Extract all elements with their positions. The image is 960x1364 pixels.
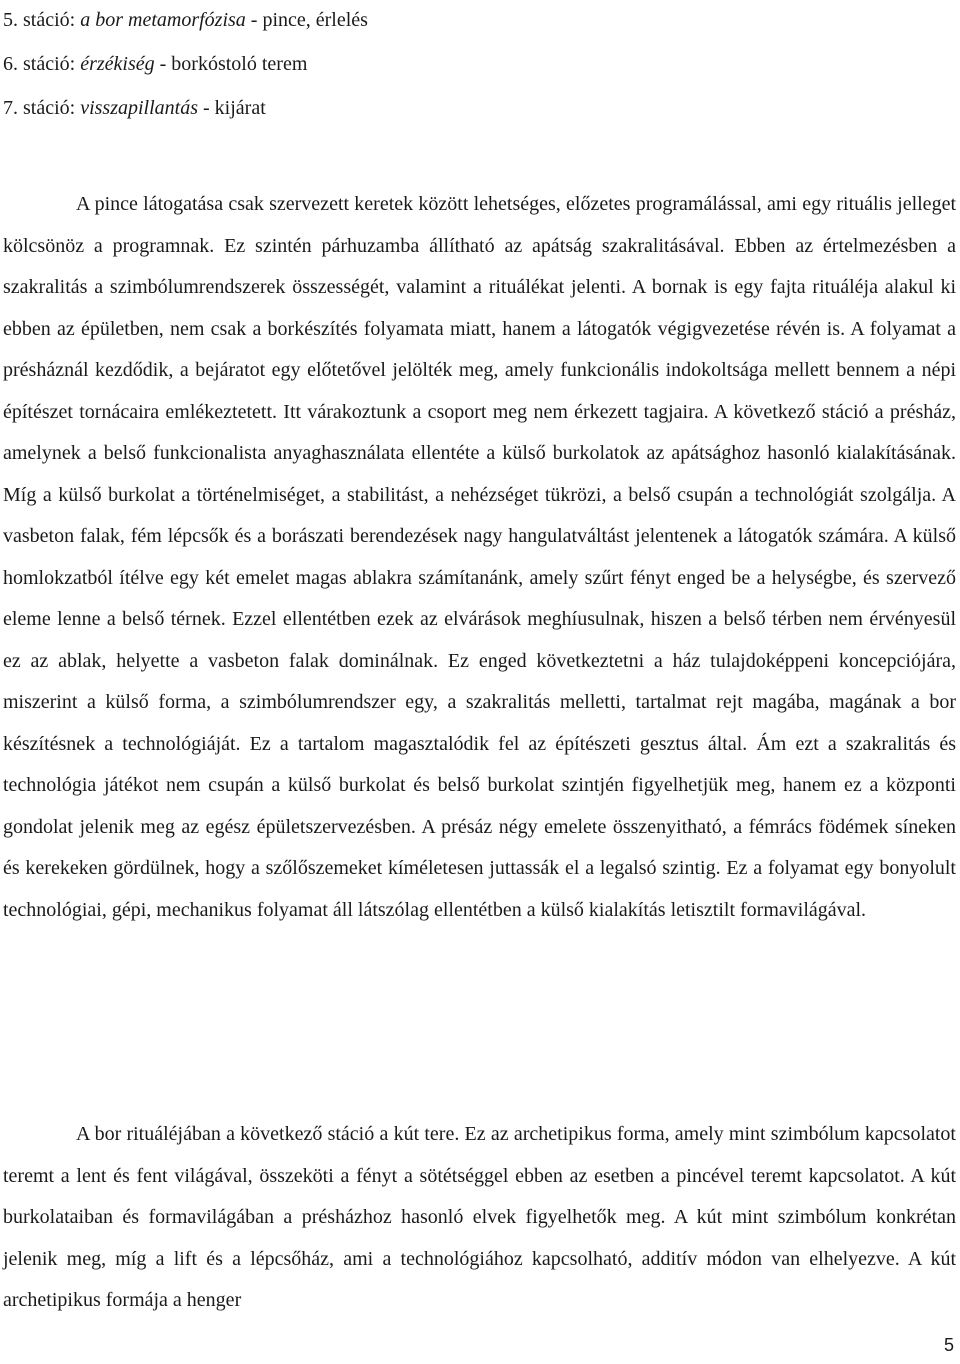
body-paragraph-kut: A bor rituáléjában a következő stáció a kút tere. Ez az archetipikus forma, amely mint szimbólum kapcsolatot teremt a lent és fent világával, összeköti a fényt a sötétséggel ebben az esetben a pincével teremt kapcsolatot. A kút burkolataiban és formavilágában a présházhoz hasonló elvek figyelhetők meg. A kút mint szimbólum konkrétan jelenik meg, míg a lift és a lépcsőház, ami a technológiához kapcsolható, additív módon van elhelyezve. A kút archetipikus formája a henger	[3, 1123, 956, 1311]
station-prefix: 7. stáció:	[3, 97, 81, 119]
station-location: - pince, érlelés	[245, 9, 368, 31]
page-number: 5	[943, 1335, 954, 1355]
station-list	[3, 0, 943, 130]
station-prefix: 6. stáció:	[3, 53, 81, 75]
station-location: - kijárat	[198, 97, 266, 119]
station-item-6	[3, 42, 943, 86]
station-item-5	[3, 0, 943, 42]
station-title: érzékiség	[80, 53, 155, 75]
body-paragraph-pince: A pince látogatása csak szervezett keretek között lehetséges, előzetes programálással, ami egy rituális jelleget kölcsönöz a programnak. Ez szintén párhuzamba állítható az apátság szakralitásával. Ebben az értelmezésben a szakralitás a szimbólumrendszerek összességét, valamint a rituálékat jelenti. A bornak is egy fajta rituáléja alakul ki ebben az épületben, nem csak a borkészítés folyamata miatt, hanem a látogatók végigvezetése révén is. A folyamat a présháznál kezdődik, a bejáratot egy előtetővel jelölték meg, amely funkcionális indokoltsága mellett bennem a népi építészet tornácaira emlékeztetett. Itt várakoztunk a csoport meg nem érkezett tagjaira. A következő stáció a présház, amelynek a belső funkcionalista anyaghasználata ellentéte a külső burkolatok az apátsághoz hasonló kialakításának. Míg a külső burkolat a történelmiséget, a stabilitást, a nehézséget tükrözi, a belső csupán a technológiát szolgálja. A vasbeton falak, fém lépcsők és a borászati berendezések nagy hangulatváltást jelentenek a látogatók számára. A külső homlokzatból ítélve egy két emelet magas ablakra számítanánk, amely szűrt fényt enged be a helységbe, és szervező eleme lenne a belső térnek. Ezzel ellentétben ezek az elvárások meghíusulnak, hiszen a belső térben nem érvényesül ez az ablak, helyette a vasbeton falak dominálnak. Ez enged következtetni a ház tulajdoképpeni koncepciójára, miszerint a külső forma, a szimbólumrendszer egy, a szakralitás melletti, tartalmat rejt magába, magának a bor készítésnek a technológiáját. Ez a tartalom magasztalódik fel az építészeti gesztus által. Ám ezt a szakralitás és technológia játékot nem csupán a külső burkolat és belső burkolat szintjén figyelhetjük meg, hanem ez a központi gondolat jelenik meg az egész épületszervezésben. A présáz négy emelete összenyitható, a fémrács födémek síneken és kerekeken gördülnek, hogy a szőlőszemeket kíméletesen juttassák el a legalsó szintig. Ez a folyamat egy bonyolult technológiai, gépi, mechanikus folyamat áll látszólag ellentétben a külső kialakítás letisztilt formavilágával.	[3, 193, 956, 921]
station-prefix: 5. stáció:	[3, 9, 81, 31]
station-location: - borkóstoló terem	[154, 53, 308, 75]
station-title: visszapillantás	[80, 97, 199, 119]
station-title: a bor metamorfózisa	[80, 9, 246, 31]
station-item-7	[3, 86, 943, 130]
